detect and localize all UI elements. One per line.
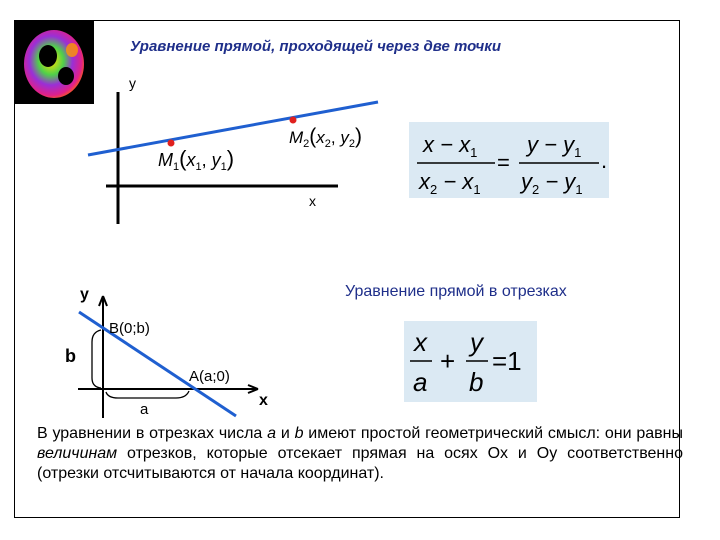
y-axis-label-1: y (129, 75, 136, 91)
point-b-label: B(0;b) (109, 320, 150, 337)
x-axis-label-1: x (309, 193, 316, 209)
formula1-den-left: $x_2 - x_1$ (419, 169, 481, 197)
y-axis-label-2: y (80, 286, 89, 303)
formula2-y: y (470, 327, 483, 357)
intercept-form-subtitle: Уравнение прямой в отрезках (345, 283, 567, 300)
a-bracket (106, 391, 189, 398)
explanation-paragraph: В уравнении в отрезках числа a и b имеют простой геометрический смысл: они равны величинам отрезков, которые отсекает прямая на осях Ox и Oy соответственно (отрезки отсчитываются от начала координат). (37, 425, 684, 482)
formula1-num-left: $x - x_1$ (423, 132, 478, 160)
formula2-equals-one: =1 (492, 346, 522, 376)
formula2-plus: + (440, 346, 456, 376)
b-bracket (92, 330, 101, 388)
formula2-b: b (469, 367, 484, 397)
formula1-den-right: $y_2 - y_1$ (521, 169, 583, 197)
intercept-formula (404, 321, 537, 402)
formula1-period: . (601, 148, 608, 173)
formula2-x: x (414, 327, 427, 357)
formula1-num-right: $y - y_1$ (527, 132, 582, 160)
formula2-a: a (413, 367, 428, 397)
slide-title: Уравнение прямой, проходящей через две точки (130, 38, 502, 55)
m2-label: $M_2(x_2$, $y_2$) (289, 125, 362, 150)
x-axis-label-2: x (259, 392, 268, 409)
m1-label: $M_1(x_1$, $y_1$) (158, 146, 235, 173)
point-a-label: A(a;0) (189, 368, 230, 385)
b-length-label: b (65, 346, 76, 366)
formula1-equals: = (497, 150, 510, 175)
a-length-label: a (140, 401, 149, 418)
